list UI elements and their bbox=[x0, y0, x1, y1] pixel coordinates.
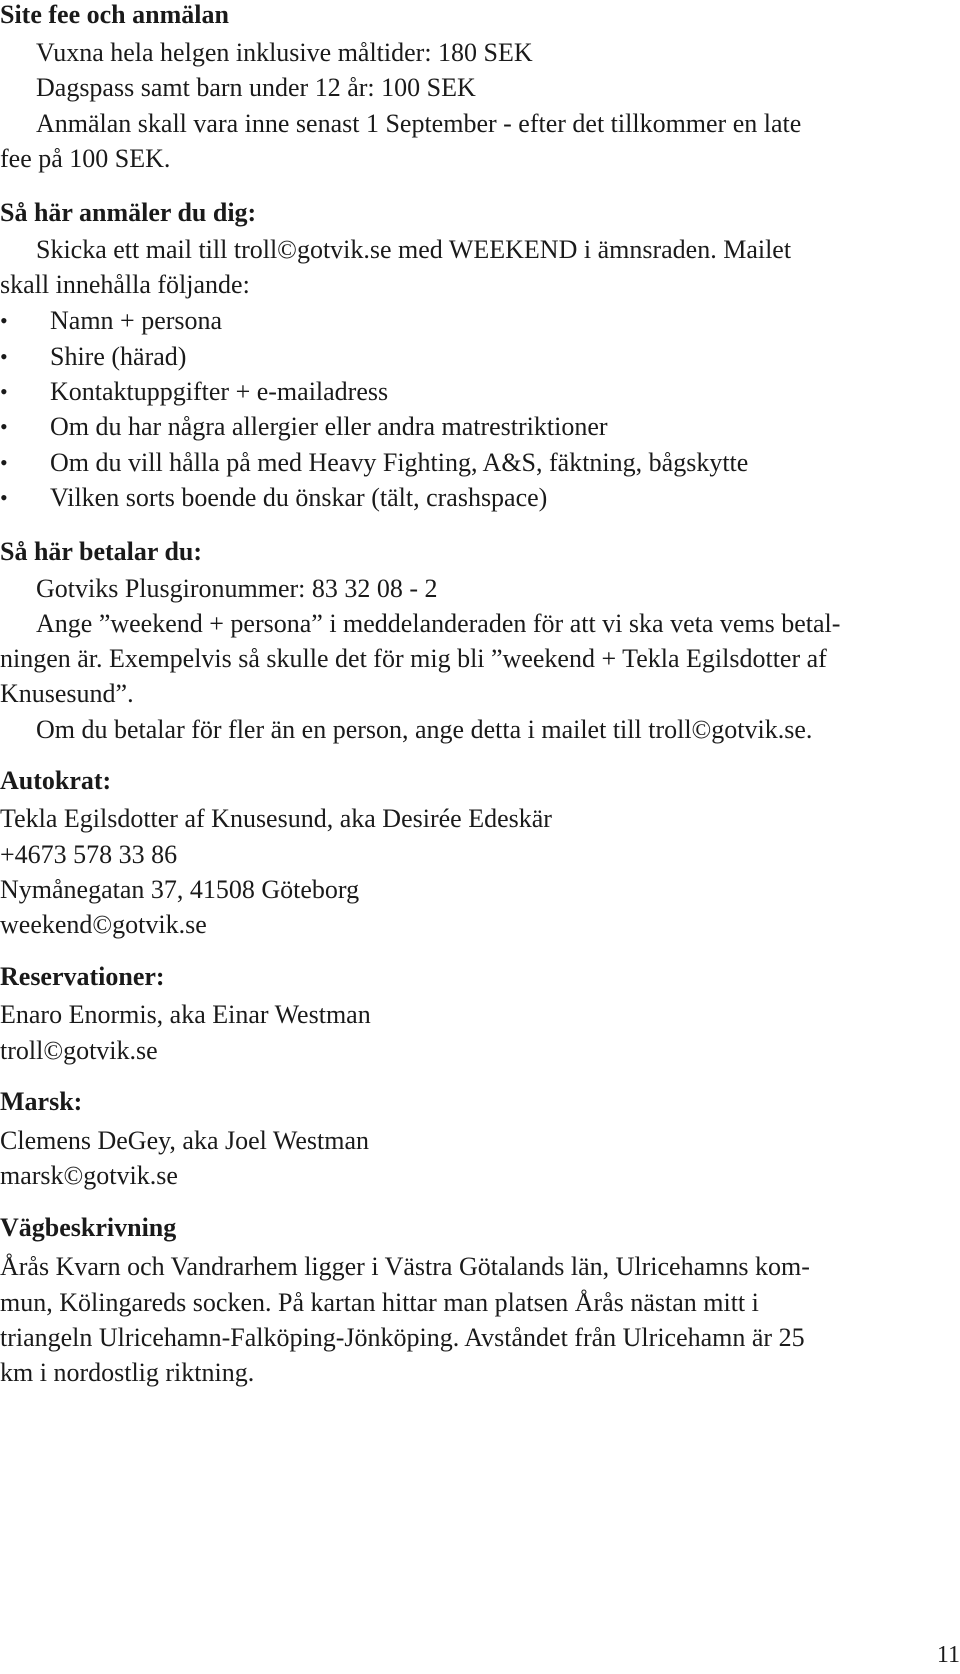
list-item-text: Shire (härad) bbox=[50, 342, 187, 371]
bullet-icon: • bbox=[0, 379, 8, 404]
payment-heading: Så här betalar du: bbox=[0, 537, 203, 566]
bullet-icon: • bbox=[0, 485, 8, 510]
payment-line: Knusesund”. bbox=[0, 679, 134, 708]
reservations-line: Enaro Enormis, aka Einar Westman bbox=[0, 1000, 371, 1029]
list-item-text: Vilken sorts boende du önskar (tält, crashspace) bbox=[50, 483, 548, 512]
fee-line: fee på 100 SEK. bbox=[0, 144, 171, 173]
signup-intro-line: Skicka ett mail till troll©gotvik.se med WEEKEND i ämnsraden. Mailet bbox=[36, 235, 792, 264]
signup-intro-line: skall innehålla följande: bbox=[0, 270, 250, 299]
marsk-line: marsk©gotvik.se bbox=[0, 1161, 178, 1190]
directions-line: km i nordostlig riktning. bbox=[0, 1358, 255, 1387]
autokrat-line: +4673 578 33 86 bbox=[0, 840, 178, 869]
signup-heading: Så här anmäler du dig: bbox=[0, 198, 257, 227]
list-item-text: Om du har några allergier eller andra matrestriktioner bbox=[50, 412, 608, 441]
list-item-text: Namn + persona bbox=[50, 306, 223, 335]
page-number: 11 bbox=[936, 1642, 960, 1668]
fee-line: Anmälan skall vara inne senast 1 September - efter det tillkommer en late bbox=[36, 109, 802, 138]
fee-line: Dagspass samt barn under 12 år: 100 SEK bbox=[36, 73, 476, 102]
reservations-line: troll©gotvik.se bbox=[0, 1036, 158, 1065]
directions-line: Årås Kvarn och Vandrarhem ligger i Västra Götalands län, Ulricehamns kom- bbox=[0, 1252, 810, 1281]
list-item-text: Kontaktuppgifter + e-mailadress bbox=[50, 377, 389, 406]
payment-line: Ange ”weekend + persona” i meddelanderaden för att vi ska veta vems betal- bbox=[36, 609, 841, 638]
directions-heading: Vägbeskrivning bbox=[0, 1213, 177, 1242]
payment-line: Gotviks Plusgironummer: 83 32 08 - 2 bbox=[36, 574, 438, 603]
bullet-icon: • bbox=[0, 308, 8, 333]
autokrat-line: Nymånegatan 37, 41508 Göteborg bbox=[0, 875, 360, 904]
bullet-icon: • bbox=[0, 414, 8, 439]
autokrat-heading: Autokrat: bbox=[0, 766, 112, 795]
autokrat-line: weekend©gotvik.se bbox=[0, 910, 207, 939]
fee-line: Vuxna hela helgen inklusive måltider: 180 SEK bbox=[36, 38, 533, 67]
directions-line: mun, Kölingareds socken. På kartan hittar man platsen Årås nästan mitt i bbox=[0, 1288, 759, 1317]
directions-line: triangeln Ulricehamn-Falköping-Jönköping. Avståndet från Ulricehamn är 25 bbox=[0, 1323, 805, 1352]
payment-line: ningen är. Exempelvis så skulle det för mig bli ”weekend + Tekla Egilsdotter af bbox=[0, 644, 827, 673]
payment-line: Om du betalar för fler än en person, ange detta i mailet till troll©gotvik.se. bbox=[36, 715, 813, 744]
reservations-heading: Reservationer: bbox=[0, 962, 165, 991]
fee-heading: Site fee och anmälan bbox=[0, 0, 229, 29]
marsk-line: Clemens DeGey, aka Joel Westman bbox=[0, 1126, 370, 1155]
list-item-text: Om du vill hålla på med Heavy Fighting, A&S, fäktning, bågskytte bbox=[50, 448, 749, 477]
autokrat-line: Tekla Egilsdotter af Knusesund, aka Desirée Edeskär bbox=[0, 804, 552, 833]
bullet-icon: • bbox=[0, 344, 8, 369]
bullet-icon: • bbox=[0, 450, 8, 475]
marsk-heading: Marsk: bbox=[0, 1087, 83, 1116]
